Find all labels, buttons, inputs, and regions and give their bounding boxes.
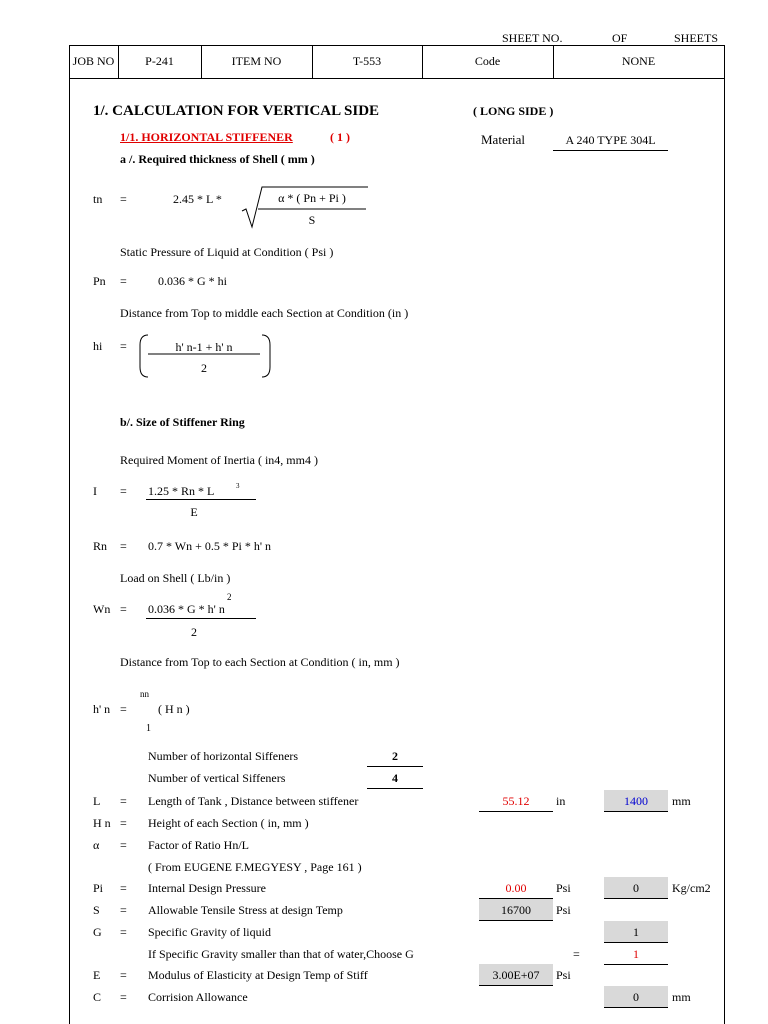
pn-variable: Pn xyxy=(93,274,106,288)
code-value: NONE xyxy=(621,54,656,68)
g-variable: G xyxy=(93,925,102,939)
part-b-heading: b/. Size of Stiffener Ring xyxy=(120,415,245,429)
sheets-label: SHEETS xyxy=(674,31,719,45)
i-denominator: E xyxy=(190,505,198,519)
long-side-label: ( LONG SIDE ) xyxy=(473,104,554,118)
tn-denominator: S xyxy=(308,213,316,227)
e-equals: = xyxy=(120,968,127,982)
e-unit: Psi xyxy=(556,968,571,982)
pi-equals: = xyxy=(120,881,127,895)
reference-note: ( From EUGENE F.MEGYESY , Page 161 ) xyxy=(148,860,362,874)
section-title: 1/. CALCULATION FOR VERTICAL SIDE xyxy=(93,103,380,119)
e-label: Modulus of Elasticity at Design Temp of Stiff xyxy=(148,968,368,982)
load-label: Load on Shell ( Lb/in ) xyxy=(120,571,231,585)
stiffener-number: ( 1 ) xyxy=(330,130,350,144)
code-label: Code xyxy=(474,54,501,68)
hi-equals: = xyxy=(120,339,127,353)
l-label: Length of Tank , Distance between stiffener xyxy=(148,794,359,808)
hn-variable: h' n xyxy=(93,702,111,716)
hn-expression: ( H n ) xyxy=(158,702,190,716)
l-value-mm[interactable]: 1400 xyxy=(624,794,648,808)
e-value[interactable]: 3.00E+07 xyxy=(492,968,540,982)
hi-numerator: h' n-1 + h' n xyxy=(175,340,233,354)
inertia-label: Required Moment of Inertia ( in4, mm4 ) xyxy=(120,453,318,467)
c-equals: = xyxy=(120,990,127,1004)
horizontal-stiffener-title: 1/1. HORIZONTAL STIFFENER xyxy=(120,130,293,144)
hn-row-equals: = xyxy=(120,816,127,830)
g-label: Specific Gravity of liquid xyxy=(148,925,271,939)
tn-numerator: α * ( Pn + Pi ) xyxy=(278,191,346,205)
material-value: A 240 TYPE 304L xyxy=(565,133,656,147)
g-choose-label: If Specific Gravity smaller than that of water,Choose G xyxy=(148,947,414,961)
tn-equals: = xyxy=(120,192,127,206)
wn-denominator: 2 xyxy=(191,625,197,639)
c-value[interactable]: 0 xyxy=(633,990,639,1004)
s-value[interactable]: 16700 xyxy=(501,903,531,917)
num-vertical-value[interactable]: 4 xyxy=(392,771,398,785)
pi-label: Internal Design Pressure xyxy=(148,881,266,895)
pi-value-psi[interactable]: 0.00 xyxy=(505,881,527,895)
l-value-in[interactable]: 55.12 xyxy=(502,794,530,808)
i-variable: I xyxy=(93,484,97,498)
i-equals: = xyxy=(120,484,127,498)
pi-value-kgcm2[interactable]: 0 xyxy=(633,881,639,895)
s-variable: S xyxy=(93,903,100,917)
of-label: OF xyxy=(612,31,628,45)
g-equals: = xyxy=(120,925,127,939)
hn-row-variable: H n xyxy=(93,816,111,830)
material-label: Material xyxy=(481,132,526,147)
wn-numerator: 0.036 * G * h' n xyxy=(148,602,225,616)
g-value[interactable]: 1 xyxy=(633,925,639,939)
l-unit-mm: mm xyxy=(672,794,691,808)
num-horizontal-value[interactable]: 2 xyxy=(392,749,398,763)
hi-denominator: 2 xyxy=(201,361,207,375)
rn-equals: = xyxy=(120,539,127,553)
i-exponent: 3 xyxy=(236,482,240,490)
alpha-variable: α xyxy=(93,838,100,852)
job-no-label: JOB NO xyxy=(72,54,115,68)
num-vertical-label: Number of vertical Siffeners xyxy=(148,771,286,785)
hi-variable: hi xyxy=(93,339,103,353)
c-variable: C xyxy=(93,990,102,1004)
l-unit-in: in xyxy=(556,794,566,808)
l-equals: = xyxy=(120,794,127,808)
pi-variable: Pi xyxy=(93,881,104,895)
num-horizontal-label: Number of horizontal Siffeners xyxy=(148,749,299,763)
hn-row-label: Height of each Section ( in, mm ) xyxy=(148,816,309,830)
job-no-value: P-241 xyxy=(145,54,174,68)
pn-equals: = xyxy=(120,274,127,288)
c-unit: mm xyxy=(672,990,691,1004)
s-unit: Psi xyxy=(556,903,571,917)
wn-variable: Wn xyxy=(93,602,111,616)
distance-section-label: Distance from Top to each Section at Condition ( in, mm ) xyxy=(120,655,400,669)
item-no-value: T-553 xyxy=(352,54,382,68)
hn-equals: = xyxy=(120,702,127,716)
pi-unit-psi: Psi xyxy=(556,881,571,895)
item-no-label: ITEM NO xyxy=(231,54,282,68)
c-label: Corrision Allowance xyxy=(148,990,248,1004)
s-equals: = xyxy=(120,903,127,917)
l-variable: L xyxy=(93,794,101,808)
static-pressure-label: Static Pressure of Liquid at Condition ( Psi ) xyxy=(120,245,334,259)
alpha-equals: = xyxy=(120,838,127,852)
e-variable: E xyxy=(93,968,101,982)
sheet-no-label: SHEET NO. xyxy=(502,31,563,45)
part-a-heading: a /. Required thickness of Shell ( mm ) xyxy=(120,152,315,166)
rn-variable: Rn xyxy=(93,539,108,553)
tn-variable: tn xyxy=(93,192,103,206)
g-choose-equals: = xyxy=(573,947,580,961)
pn-expression: 0.036 * G * hi xyxy=(158,274,227,288)
s-label: Allowable Tensile Stress at design Temp xyxy=(148,903,343,917)
alpha-label: Factor of Ratio Hn/L xyxy=(148,838,249,852)
hn-superscript: nn xyxy=(140,689,149,699)
rn-expression: 0.7 * Wn + 0.5 * Pi * h' n xyxy=(148,539,272,553)
tn-expression: 2.45 * L * xyxy=(173,192,222,206)
pi-unit-kgcm2: Kg/cm2 xyxy=(672,881,711,895)
distance-middle-label: Distance from Top to middle each Section at Condition (in ) xyxy=(120,306,409,320)
g-choose-value[interactable]: 1 xyxy=(633,947,639,961)
wn-exponent: 2 xyxy=(227,592,232,602)
hn-subscript: 1 xyxy=(146,723,151,734)
wn-equals: = xyxy=(120,602,127,616)
i-numerator: 1.25 * Rn * L xyxy=(148,484,215,498)
